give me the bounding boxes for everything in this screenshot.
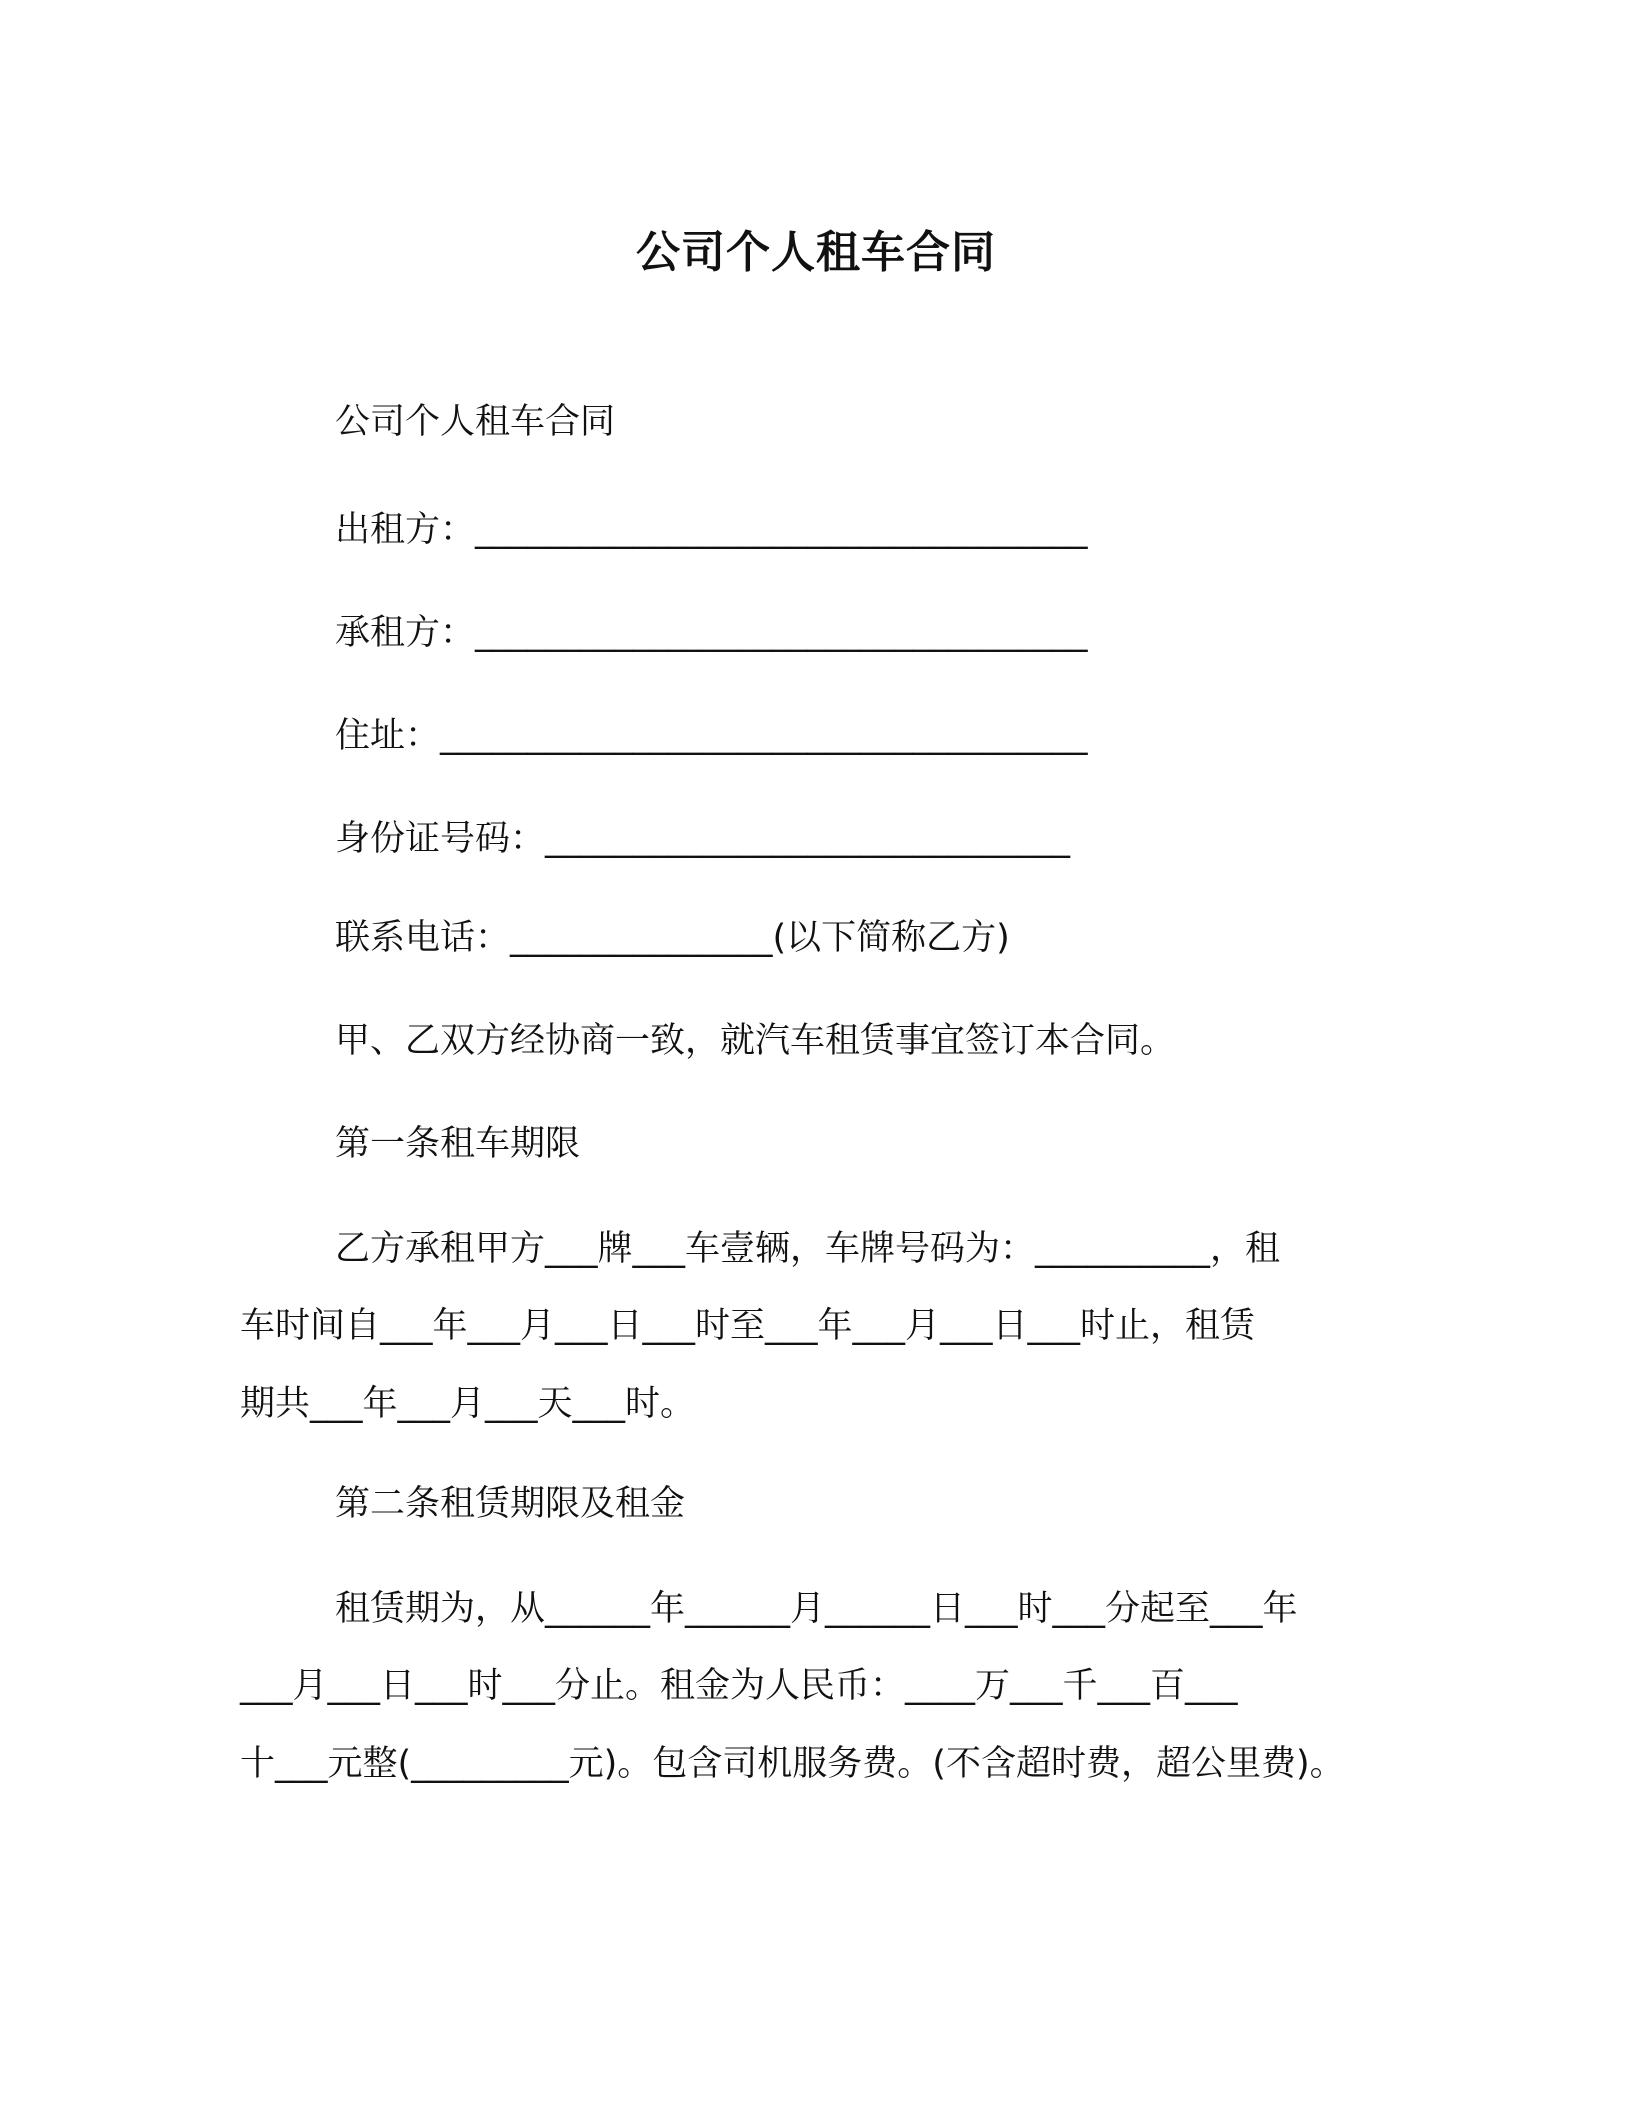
article1-line-1: 乙方承租甲方___牌___车壹辆，车牌号码为：__________，租 [335,1229,1281,1269]
article1-heading: 第一条租车期限 [335,1124,581,1164]
preamble: 甲、乙双方经协商一致，就汽车租赁事宜签订本合同。 [335,1021,1176,1061]
article2-heading: 第二条租赁期限及租金 [335,1484,686,1524]
phone-field: 联系电话：_______________(以下简称乙方) [335,918,1010,958]
article1-line-3: 期共___年___月___天___时。 [240,1384,696,1424]
lessee-field: 承租方：___________________________________ [335,613,1088,653]
document-subtitle: 公司个人租车合同 [335,402,616,442]
article1-line-2: 车时间自___年___月___日___时至___年___月___日___时止，租赁 [240,1306,1256,1346]
address-field: 住址：_____________________________________ [335,716,1088,756]
article2-line-1: 租赁期为，从______年______月______日___时___分起至___年 [335,1589,1298,1629]
article2-line-2: ___月___日___时___分止。租金为人民币：____万___千___百___ [240,1666,1238,1706]
id-number-field: 身份证号码：______________________________ [335,819,1071,859]
article2-line-3: 十___元整(_________元)。包含司机服务费。(不含超时费，超公里费)。 [240,1744,1345,1784]
lessor-field: 出租方：___________________________________ [335,510,1088,550]
document-title: 公司个人租车合同 [636,227,996,278]
